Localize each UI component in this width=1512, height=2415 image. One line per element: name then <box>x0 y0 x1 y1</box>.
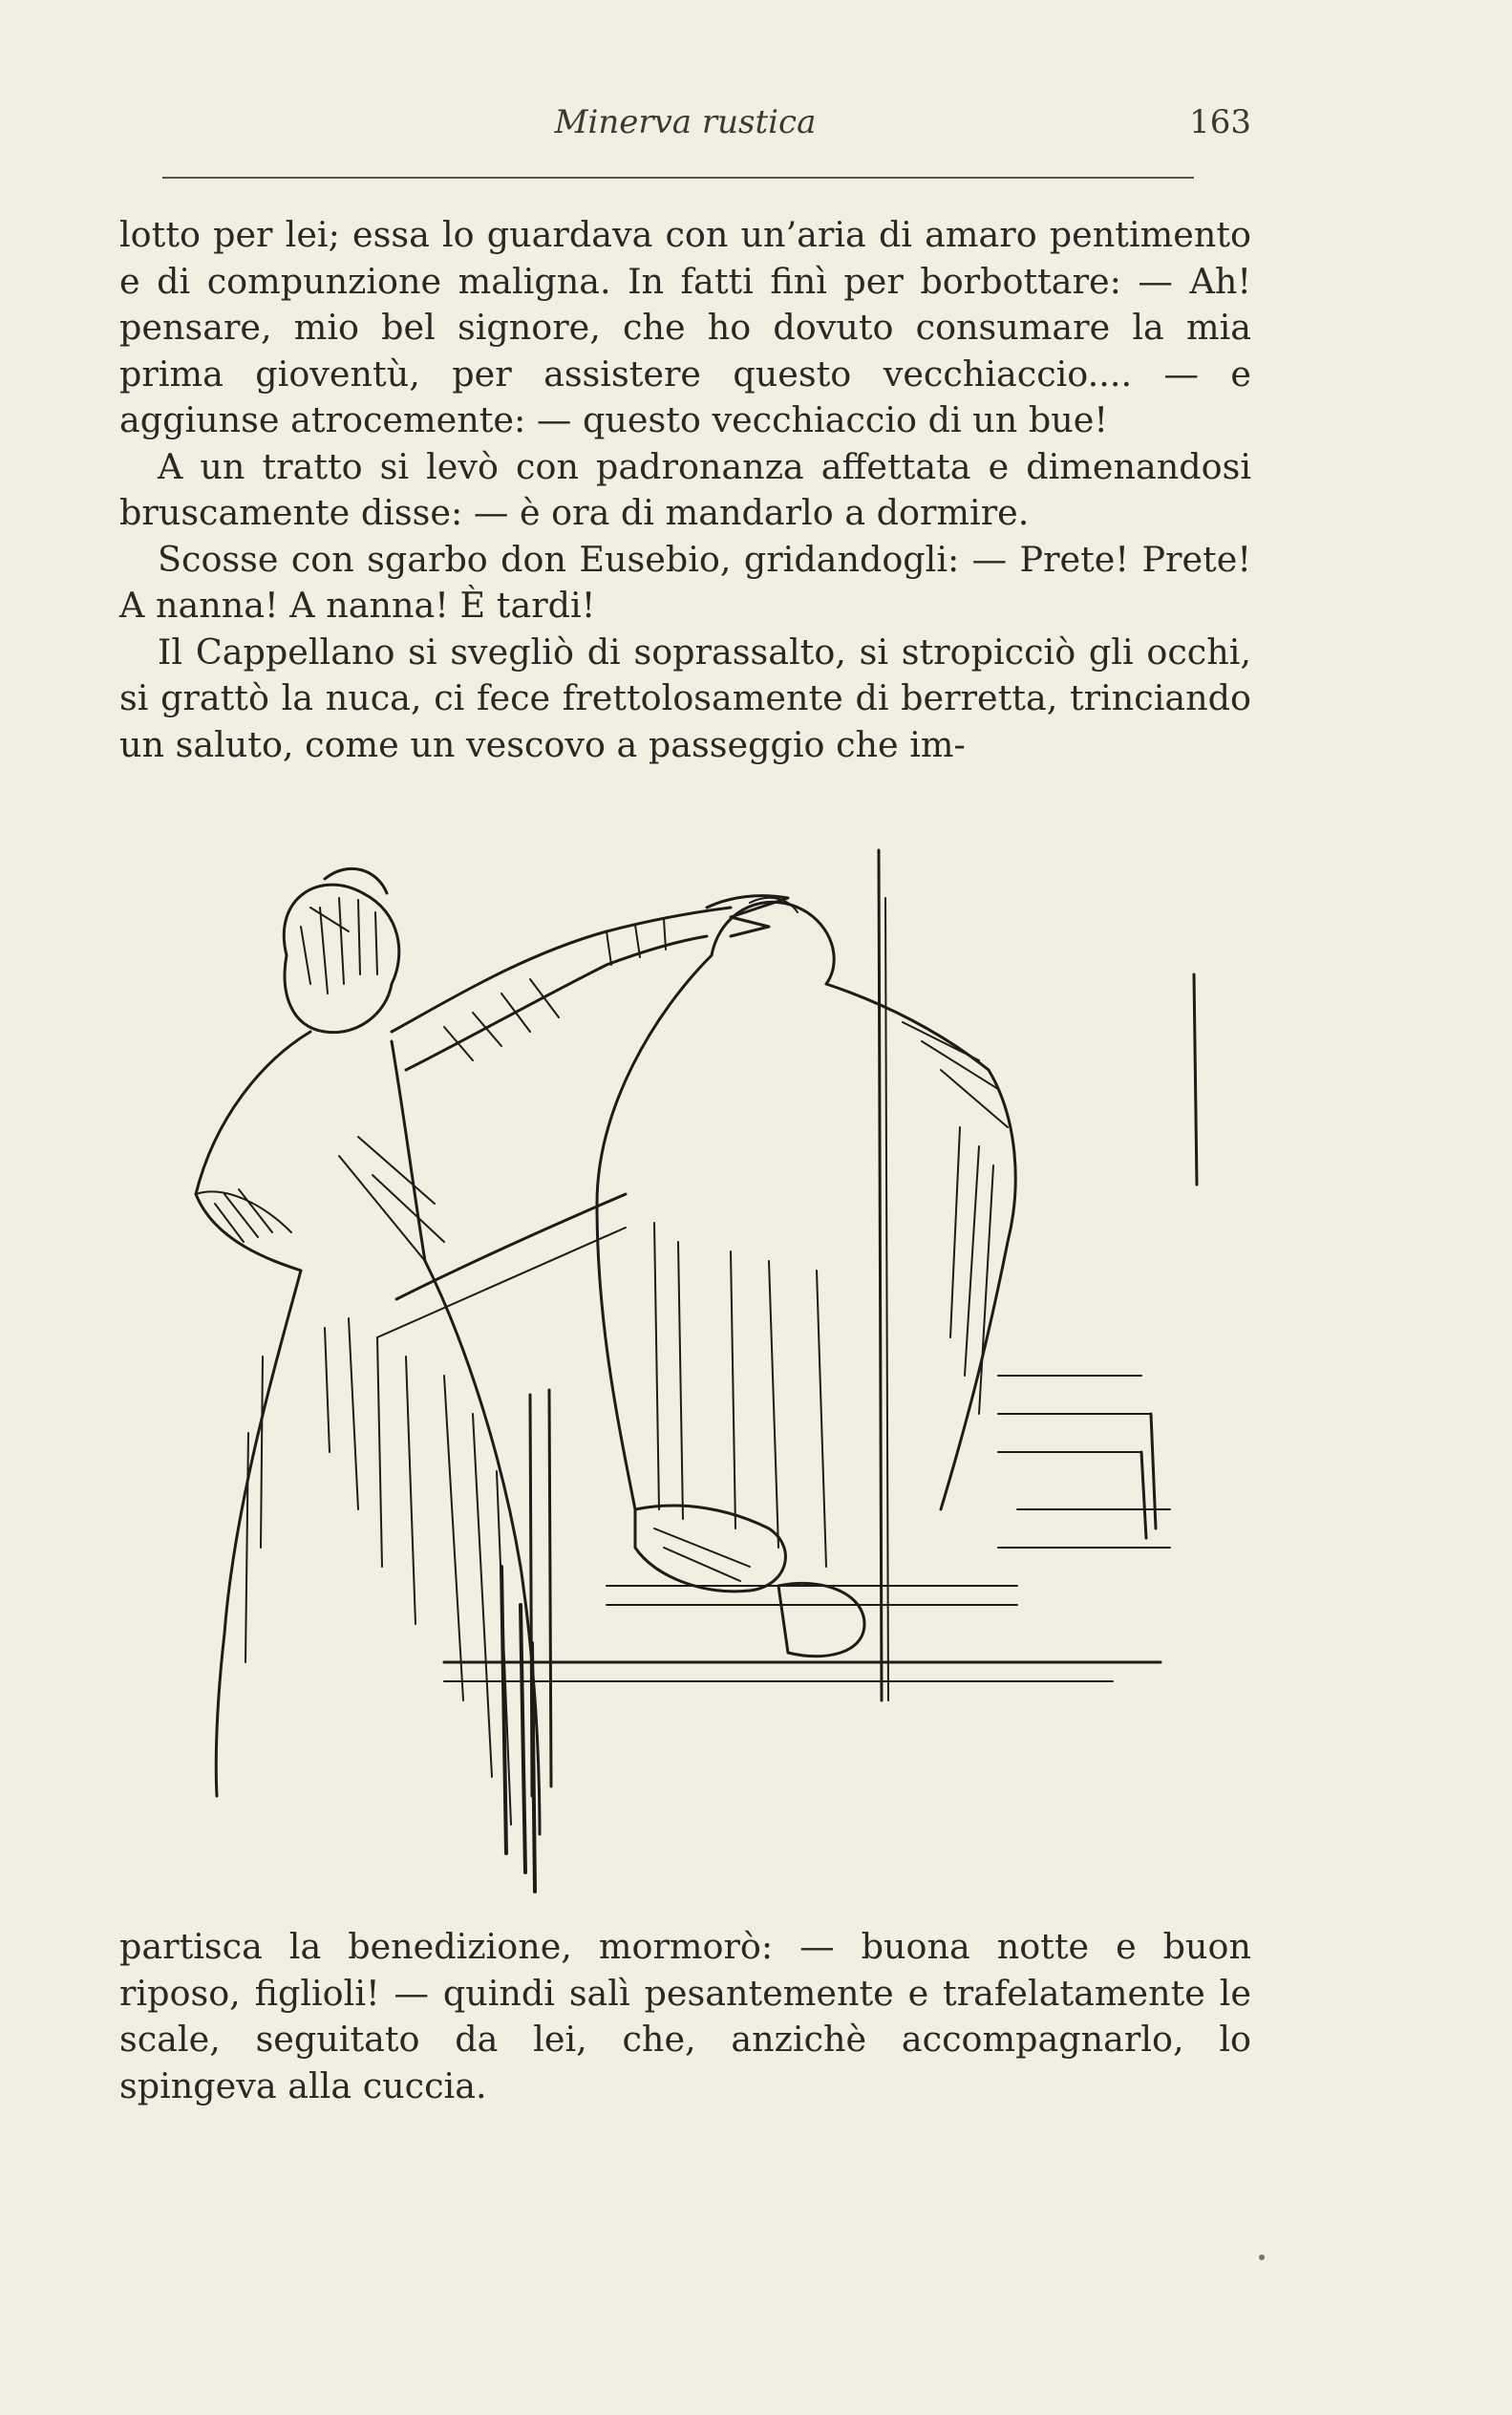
page-header <box>119 103 1251 147</box>
paragraph: lotto per lei; essa lo guardava con un’aria di amaro pentimento e di compunzione maligna. In fatti finì per borbottare: — Ah! pensare, mio bel signore, che ho dovuto consumare la mia prima gioventù, per assistere questo vecchiaccio.... — e aggiunse atrocemente: — questo vecchiaccio di un bue! <box>119 214 1251 440</box>
page-number: 163 <box>1189 103 1251 141</box>
header-rule <box>162 177 1194 179</box>
ink-speck <box>1259 2255 1265 2260</box>
illustration-woman-and-priest <box>158 841 1227 1901</box>
body-text-bottom <box>119 1924 1251 2109</box>
paragraph: Scosse con sgarbo don Eusebio, gridandogli: — Prete! Prete! A nanna! A nanna! È tardi! <box>119 538 1251 626</box>
paragraph: A un tratto si levò con padronanza affettata e dimenandosi bruscamente disse: — è ora di mandarlo a dormire. <box>119 445 1251 533</box>
paragraph: Il Cappellano si svegliò di soprassalto, si stropicciò gli occhi, si grattò la nuca, ci fece frettolosamente di berretta, trinciando un saluto, come un vescovo a passeggio che im- <box>119 630 1251 765</box>
paragraph: partisca la benedizione, mormorò: — buona notte e buon riposo, figlioli! — quindi salì pesantemente e trafelatamente le scale, seguitato da lei, che, anzichè accompagnarlo, lo spingeva alla cuccia. <box>119 1926 1251 2106</box>
running-title: Minerva rustica <box>554 103 817 141</box>
body-text-top <box>119 212 1251 768</box>
